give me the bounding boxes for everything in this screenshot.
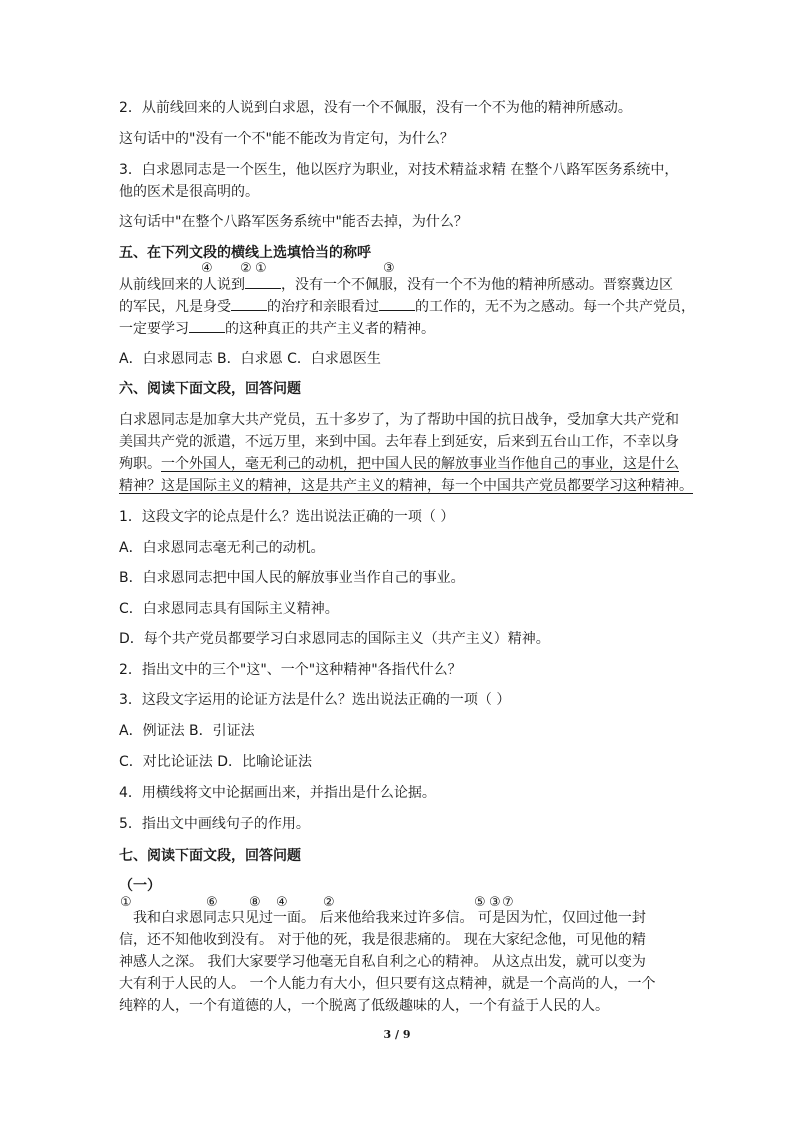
- option-c: C．白求恩同志具有国际主义精神。: [119, 601, 339, 617]
- underlined-sentence: 一个外国人，毫无利己的动机，把中国人民的解放事业当作他自己的事业，这是什么: [161, 456, 679, 472]
- fill-blank[interactable]: [245, 276, 281, 289]
- section-6-passage-line2: 美国共产党的派遣，不远万里，来到中国。去年春上到延安，后来到五台山工作，不幸以身: [119, 434, 679, 450]
- marker-5: ⑤: [474, 895, 486, 910]
- marker-1: ①: [120, 895, 132, 910]
- section-5-line1: [119, 276, 673, 293]
- section-5-heading: 五、在下列文段的横线上选填恰当的称呼: [119, 245, 371, 261]
- options-cd: C．对比论证法 D．比喻论证法: [119, 754, 313, 770]
- option-a: A．白求恩同志毫无利己的动机。: [119, 540, 325, 556]
- option-d: D．每个共产党员都要学习白求恩同志的国际主义（共产主义）精神。: [119, 631, 550, 647]
- section-5-line2: [119, 298, 695, 315]
- marker-4: ④: [276, 895, 288, 910]
- options-ab: A．例证法 B．引证法: [119, 723, 255, 739]
- marker-7: ⑦: [502, 895, 514, 910]
- question-3-text-line1: 3．白求恩同志是一个医生，他以医疗为职业，对技术精益求精 在整个八路军医务系统中，: [119, 162, 679, 178]
- marker-1: ①: [255, 261, 267, 276]
- section-6-heading: 六、阅读下面文段，回答问题: [119, 381, 301, 397]
- fill-blank[interactable]: [231, 298, 267, 311]
- marker-8: ⑧: [249, 895, 261, 910]
- section-5-text: 的军民，凡是身受: [119, 299, 231, 315]
- section-5-text: 的工作的，无不为之感动。每一个共产党员，: [415, 299, 695, 315]
- section-7-heading: 七、阅读下面文段，回答问题: [119, 848, 301, 864]
- section-6-passage-line3: [119, 456, 679, 472]
- question-3-prompt: 这句话中"在整个八路军医务系统中"能否去掉，为什么？: [119, 214, 468, 230]
- section-6-question-2: 2．指出文中的三个"这"、一个"这种精神"各指代什么？: [119, 662, 462, 678]
- section-6-question-5: 5．指出文中画线句子的作用。: [119, 816, 310, 832]
- section-5-text: 从前线回来的人说到: [119, 277, 245, 293]
- marker-3: ③: [383, 261, 395, 276]
- marker-6: ⑥: [206, 895, 218, 910]
- section-7-passage-line2: 信，还不知他收到没有。 对于他的死，我是很悲痛的。 现在大家纪念他，可见他的精: [119, 932, 646, 948]
- section-7-subheading: （一）: [119, 878, 161, 894]
- question-2-text: 2．从前线回来的人说到白求恩，没有一个不佩服，没有一个不为他的精神所感动。: [119, 100, 632, 116]
- marker-2: ②: [240, 261, 252, 276]
- section-5-options: A．白求恩同志 B．白求恩 C．白求恩医生: [119, 351, 381, 367]
- section-5-text: 的治疗和亲眼看过: [267, 299, 379, 315]
- section-5-text: 一定要学习: [119, 321, 189, 337]
- section-7-passage-line4: 大有利于人民的人。 一个人能力有大小，但只要有这点精神，就是一个高尚的人，一个: [119, 976, 656, 992]
- section-6-passage-line1: 白求恩同志是加拿大共产党员，五十多岁了，为了帮助中国的抗日战争，受加拿大共产党和: [119, 412, 679, 428]
- marker-4: ④: [201, 261, 213, 276]
- section-6-passage-line4: 精神？这是国际主义的精神，这是共产主义的精神，每一个中国共产党员都要学习这种精神。: [119, 478, 693, 494]
- section-5-text: ，没有一个不佩服，没有一个不为他的精神所感动。晋察冀边区: [281, 277, 673, 293]
- section-7-passage-line3: 神感人之深。 我们大家要学习他毫无自私自利之心的精神。 从这点出发，就可以变为: [119, 954, 646, 970]
- page-number: 3 / 9: [383, 1028, 411, 1041]
- fill-blank[interactable]: [189, 320, 225, 333]
- marker-2: ②: [323, 895, 335, 910]
- section-6-question-1: 1．这段文字的论点是什么？选出说法正确的一项（ ）: [119, 509, 455, 525]
- marker-3: ③: [489, 895, 501, 910]
- option-b: B．白求恩同志把中国人民的解放事业当作自己的事业。: [119, 570, 465, 586]
- fill-blank[interactable]: [379, 298, 415, 311]
- section-5-line3: [119, 320, 435, 337]
- question-2-prompt: 这句话中的"没有一个不"能不能改为肯定句，为什么？: [119, 131, 454, 147]
- section-6-question-3: 3．这段文字运用的论证方法是什么？选出说法正确的一项（ ）: [119, 692, 511, 708]
- section-7-passage-line5: 纯粹的人，一个有道德的人，一个脱离了低级趣味的人，一个有益于人民的人。: [119, 998, 609, 1014]
- passage-text: 殉职。: [119, 456, 161, 472]
- section-7-passage-line1: 我和白求恩同志只见过一面。 后来他给我来过许多信。 可是因为忙，仅回过他一封: [133, 910, 646, 926]
- section-6-question-4: 4．用横线将文中论据画出来，并指出是什么论据。: [119, 785, 436, 801]
- section-5-text: 的这种真正的共产主义者的精神。: [225, 321, 435, 337]
- question-3-text-line2: 他的医术是很高明的。: [119, 184, 259, 200]
